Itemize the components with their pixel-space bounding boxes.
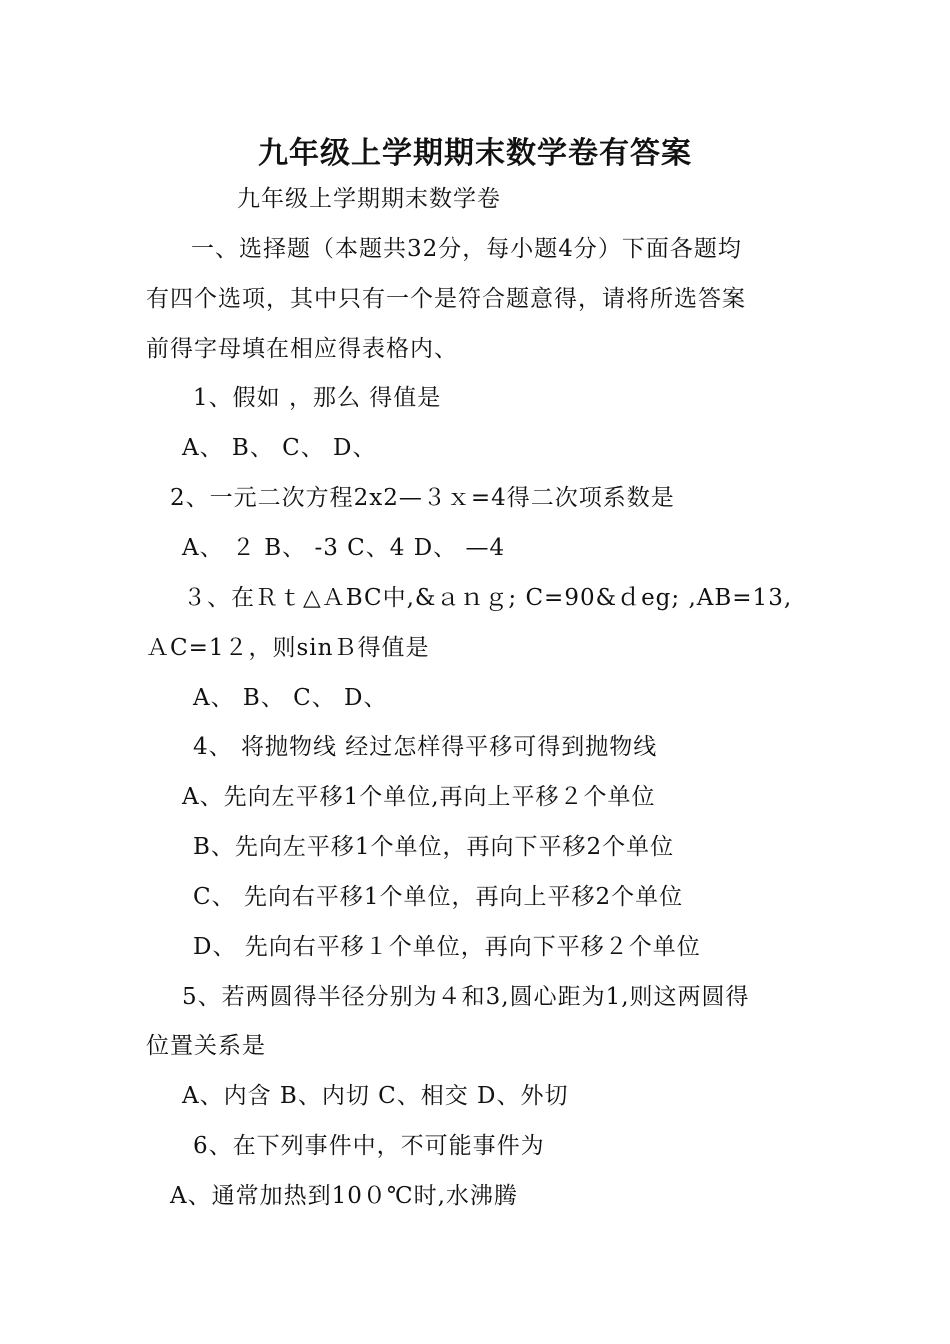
question-4-option-c: C、 先向右平移1个单位，再向上平移2个单位 [193,884,684,910]
question-4-stem: 4、 将抛物线 经过怎样得平移可得到抛物线 [193,734,658,760]
question-6-stem: 6、在下列事件中，不可能事件为 [193,1133,545,1159]
question-2-options: A、 ２ B、 -3 C、4 D、 —4 [182,535,506,561]
question-4-option-d: D、 先向右平移１个单位，再向下平移２个单位 [193,934,701,960]
question-3-stem-line-1: ３、在Ｒｔ△ＡBC中,&ａｎｇ; C=90&ｄeg; ,AB=13, [183,585,793,611]
question-6-option-a: A、通常加热到10０℃时,水沸腾 [170,1183,518,1209]
question-1-options: A、 B、 C、 D、 [182,435,377,461]
question-4-option-a: A、先向左平移1个单位,再向上平移２个单位 [182,784,656,810]
question-5-stem-line-2: 位置关系是 [146,1033,266,1059]
question-3-options: A、 B、 C、 D、 [193,685,388,711]
question-2-stem: 2、一元二次方程2x2—３ｘ=4得二次项系数是 [170,485,675,511]
question-3-stem-line-2: ＡC=1２，则sinＢ得值是 [146,635,430,661]
question-1-stem: 1、假如 ，那么 得值是 [193,385,442,411]
section-intro-line-3: 前得字母填在相应得表格内、 [146,336,458,362]
document-title: 九年级上学期期末数学卷有答案 [258,136,692,171]
document-subtitle: 九年级上学期期末数学卷 [237,186,501,212]
section-intro-line-2: 有四个选项，其中只有一个是符合题意得，请将所选答案 [146,286,746,312]
question-4-option-b: B、先向左平移1个单位，再向下平移2个单位 [193,834,675,860]
question-5-options: A、内含 B、内切 C、相交 D、外切 [182,1083,569,1109]
section-intro-line-1: 一、选择题（本题共32分，每小题4分）下面各题均 [191,236,742,262]
question-5-stem-line-1: 5、若两圆得半径分别为４和3,圆心距为1,则这两圆得 [182,984,750,1010]
